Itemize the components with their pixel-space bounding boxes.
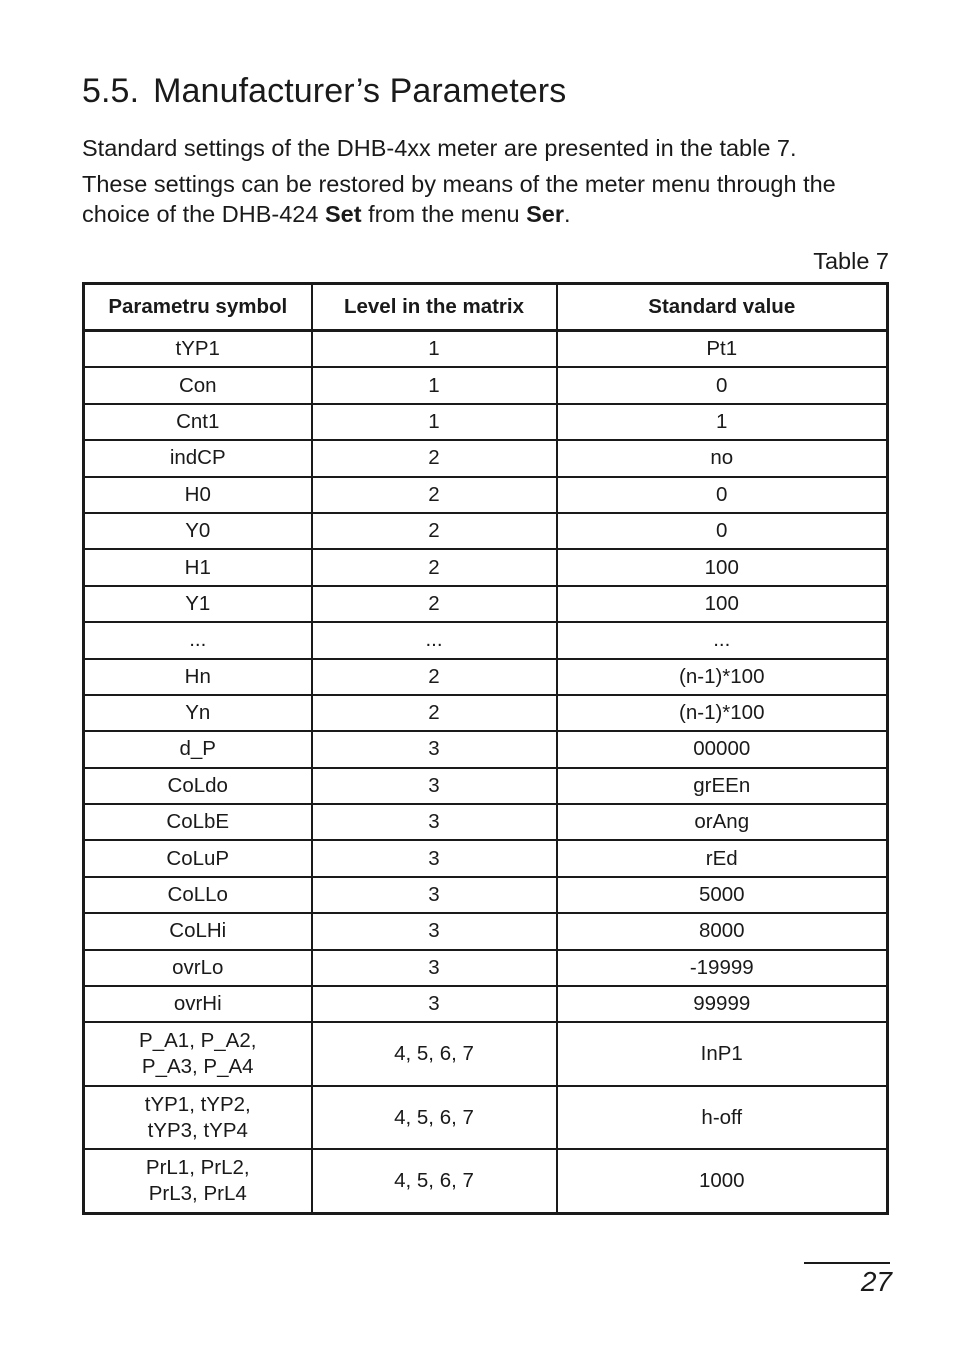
matrix-level-cell: 3 — [312, 877, 557, 913]
table-row — [84, 1149, 888, 1213]
set-keyword: Set — [324, 201, 362, 227]
standard-value-cell: h-off — [557, 1086, 888, 1150]
matrix-level-cell: 2 — [312, 477, 557, 513]
parameter-symbol-cell: CoLdo — [84, 768, 312, 804]
parameter-symbol-cell: Yn — [84, 695, 312, 731]
standard-value-cell: 100 — [557, 549, 888, 585]
table-row — [84, 1022, 888, 1086]
symbol-line: tYP3, tYP4 — [147, 1118, 248, 1142]
section-number: 5.5. — [82, 72, 140, 110]
matrix-level-cell: 1 — [312, 331, 557, 368]
matrix-level-cell: 2 — [312, 659, 557, 695]
parameter-symbol-cell: ovrHi — [84, 986, 312, 1022]
parameter-symbol-cell: Cnt1 — [84, 404, 312, 440]
standard-value-cell: (n-1)*100 — [557, 695, 888, 731]
standard-value-cell: 0 — [557, 513, 888, 549]
parameter-symbol-cell: Y0 — [84, 513, 312, 549]
table-caption: Table 7 — [813, 248, 889, 274]
standard-value-cell: 1 — [557, 404, 888, 440]
symbol-line: P_A3, P_A4 — [141, 1055, 254, 1079]
matrix-level-cell: 4, 5, 6, 7 — [312, 1149, 557, 1213]
section-heading — [82, 72, 566, 111]
parameter-symbol-cell: ... — [84, 622, 312, 658]
ser-keyword: Ser — [526, 201, 565, 227]
standard-value-cell: 00000 — [557, 731, 888, 767]
standard-value-cell: Pt1 — [557, 331, 888, 368]
table-row — [84, 986, 888, 1022]
parameter-symbol-cell: CoLbE — [84, 804, 312, 840]
matrix-level-cell: 3 — [312, 950, 557, 986]
standard-value-cell: no — [557, 440, 888, 476]
table-row — [84, 440, 888, 476]
symbol-line: P_A1, P_A2, — [139, 1029, 257, 1053]
parameter-symbol-cell: CoLuP — [84, 840, 312, 876]
matrix-level-cell: 1 — [312, 367, 557, 403]
intro-paragraph: Standard settings of the DHB-4xx meter are presented in the table 7. — [82, 135, 797, 161]
header-level-in-matrix: Level in the matrix — [312, 284, 557, 331]
standard-value-cell: InP1 — [557, 1022, 888, 1086]
table-row — [84, 513, 888, 549]
parameter-symbol-cell: CoLLo — [84, 877, 312, 913]
standard-value-cell: orAng — [557, 804, 888, 840]
matrix-level-cell: 2 — [312, 513, 557, 549]
parameter-symbol-cell — [84, 1149, 312, 1213]
restore-text-1: These settings can be restored by means of the meter menu through the choice of the DHB-424 — [82, 171, 836, 227]
table-row — [84, 950, 888, 986]
standard-value-cell: grEEn — [557, 768, 888, 804]
matrix-level-cell: 2 — [312, 549, 557, 585]
parameter-symbol-cell: ovrLo — [84, 950, 312, 986]
header-parameter-symbol: Parametru symbol — [84, 284, 312, 331]
matrix-level-cell: 1 — [312, 404, 557, 440]
table-row — [84, 549, 888, 585]
table-row — [84, 804, 888, 840]
table-row — [84, 331, 888, 368]
standard-value-cell: 8000 — [557, 913, 888, 949]
restore-paragraph — [82, 169, 902, 229]
parameter-symbol-cell: H0 — [84, 477, 312, 513]
restore-text-2: from the menu — [361, 201, 527, 227]
table-row — [84, 1086, 888, 1150]
standard-value-cell: -19999 — [557, 950, 888, 986]
matrix-level-cell: 2 — [312, 440, 557, 476]
symbol-line: PrL3, PrL4 — [148, 1182, 247, 1206]
standard-value-cell: (n-1)*100 — [557, 659, 888, 695]
matrix-level-cell: 3 — [312, 840, 557, 876]
parameter-symbol-cell: Hn — [84, 659, 312, 695]
parameter-symbol-cell: indCP — [84, 440, 312, 476]
table-row — [84, 404, 888, 440]
table-row — [84, 768, 888, 804]
parameter-symbol-cell: d_P — [84, 731, 312, 767]
matrix-level-cell: 4, 5, 6, 7 — [312, 1086, 557, 1150]
matrix-level-cell: 3 — [312, 804, 557, 840]
table-row — [84, 731, 888, 767]
standard-value-cell: ... — [557, 622, 888, 658]
table-row — [84, 659, 888, 695]
parameter-symbol-cell — [84, 1022, 312, 1086]
matrix-level-cell: ... — [312, 622, 557, 658]
standard-value-cell: 0 — [557, 367, 888, 403]
standard-value-cell: 1000 — [557, 1149, 888, 1213]
header-standard-value: Standard value — [557, 284, 888, 331]
matrix-level-cell: 3 — [312, 768, 557, 804]
matrix-level-cell: 3 — [312, 986, 557, 1022]
table-row — [84, 840, 888, 876]
standard-value-cell: 5000 — [557, 877, 888, 913]
table-row — [84, 877, 888, 913]
symbol-line: PrL1, PrL2, — [145, 1156, 250, 1180]
standard-value-cell: 99999 — [557, 986, 888, 1022]
table-row — [84, 367, 888, 403]
parameters-table — [82, 282, 889, 1215]
standard-value-cell: rEd — [557, 840, 888, 876]
table-row — [84, 586, 888, 622]
matrix-level-cell: 3 — [312, 731, 557, 767]
table-row — [84, 913, 888, 949]
parameter-symbol-cell: tYP1 — [84, 331, 312, 368]
footer-rule — [804, 1262, 890, 1264]
parameter-symbol-cell — [84, 1086, 312, 1150]
parameter-symbol-cell: Con — [84, 367, 312, 403]
standard-value-cell: 100 — [557, 586, 888, 622]
table-row — [84, 622, 888, 658]
table-row — [84, 695, 888, 731]
parameter-symbol-cell: Y1 — [84, 586, 312, 622]
parameter-symbol-cell: H1 — [84, 549, 312, 585]
symbol-line: tYP1, tYP2, — [144, 1092, 251, 1116]
table-row — [84, 477, 888, 513]
matrix-level-cell: 4, 5, 6, 7 — [312, 1022, 557, 1086]
restore-text-3: . — [564, 201, 571, 227]
matrix-level-cell: 3 — [312, 913, 557, 949]
matrix-level-cell: 2 — [312, 695, 557, 731]
table-header-row — [84, 284, 888, 331]
page-number: 27 — [860, 1266, 892, 1297]
standard-value-cell: 0 — [557, 477, 888, 513]
matrix-level-cell: 2 — [312, 586, 557, 622]
parameter-symbol-cell: CoLHi — [84, 913, 312, 949]
section-title: Manufacturer’s Parameters — [153, 72, 567, 110]
